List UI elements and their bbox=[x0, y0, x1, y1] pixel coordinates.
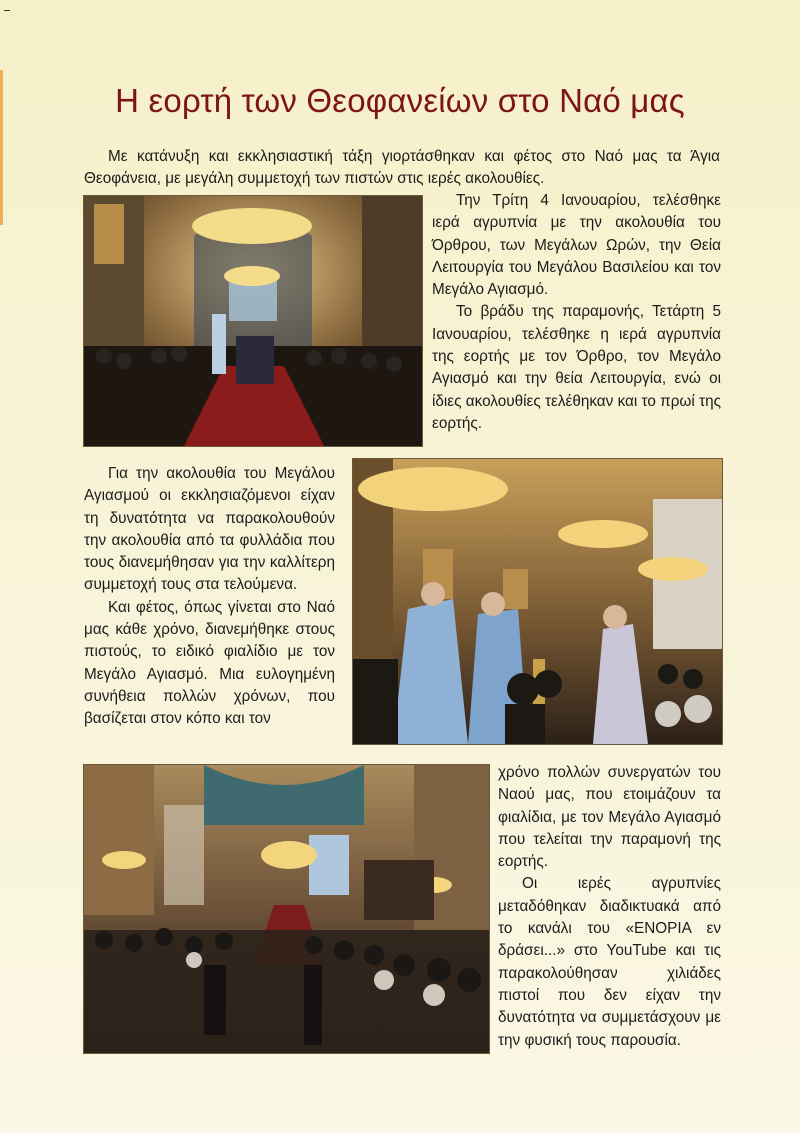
paragraph-volunteers: χρόνο πολλών συνεργατών του Ναού μας, που ετοιμάζουν τα φιαλίδια, με τον Μεγάλο Αγιασμό που τελείται την παραμονή της εορτής. bbox=[498, 764, 721, 871]
paragraph-broadcast: Οι ιερές αγρυπνίες μεταδόθηκαν διαδικτυακά από το κανάλι του «ΕΝΟΡΙΑ εν δράσει...» στο YouTube και τις παρακολούθησαν χιλιάδες πιστοί που δεν είχαν την δυνατότητα να συμμετάσχουν με την φυσική τους παρουσία. bbox=[498, 875, 721, 1049]
paragraph-booklets: Για την ακολουθία του Μεγάλου Αγιασμού οι εκκλησιαζόμενοι είχαν τη δυνατότητα να παρακολουθούν την ακολουθία από τα φυλλάδια που τους διανεμήθησαν για την καλλίτερη συμμετοχή τους στα τελούμενα. bbox=[84, 465, 335, 594]
text-block-3 bbox=[498, 762, 721, 1052]
intro-paragraph bbox=[84, 146, 720, 191]
text-block-1 bbox=[432, 190, 721, 435]
church-interior-photo-1 bbox=[83, 195, 423, 447]
paragraph-vigil-eve: Το βράδυ της παραμονής, Τετάρτη 5 Ιανουαρίου, τελέσθηκε η ιερά αγρυπνία της εορτής με τον Όρθρο, τον Μεγάλο Αγιασμό και την θεία Λειτουργία, ενώ οι ίδιες ακολουθίες τελέθηκαν και το πρωί της εορτής. bbox=[432, 303, 721, 432]
paragraph-vigil-tuesday: Την Τρίτη 4 Ιανουαρίου, τελέσθηκε ιερά αγρυπνία με την ακολουθία του Όρθρου, των Μεγάλων Ωρών, την Θεία Λειτουργία του Μεγάλου Βασιλείου και τον Μεγάλο Αγιασμό. bbox=[432, 192, 721, 299]
article-title: Η εορτή των Θεοφανείων στο Ναό μας bbox=[115, 82, 685, 119]
text-block-2 bbox=[84, 463, 335, 731]
paragraph-holy-water-vials: Και φέτος, όπως γίνεται στο Ναό μας κάθε χρόνο, διανεμήθηκε στους πιστούς, το ειδικό φιαλίδιο με τον Μεγάλο Αγιασμό. Μια ευλογημένη συνήθεια πολλών χρόνων, που βασίζεται στον κόπο και τον bbox=[84, 598, 335, 728]
corner-mark bbox=[4, 10, 10, 11]
church-congregation-photo-3 bbox=[83, 764, 490, 1054]
intro-text: Με κατάνυξη και εκκλησιαστική τάξη γιορτάσθηκαν και φέτος στο Ναό μας τα Άγια Θεοφάνεια, με μεγάλη συμμετοχή των πιστών στις ιερές ακολουθίες. bbox=[84, 148, 720, 188]
church-clergy-photo-2 bbox=[352, 458, 723, 745]
